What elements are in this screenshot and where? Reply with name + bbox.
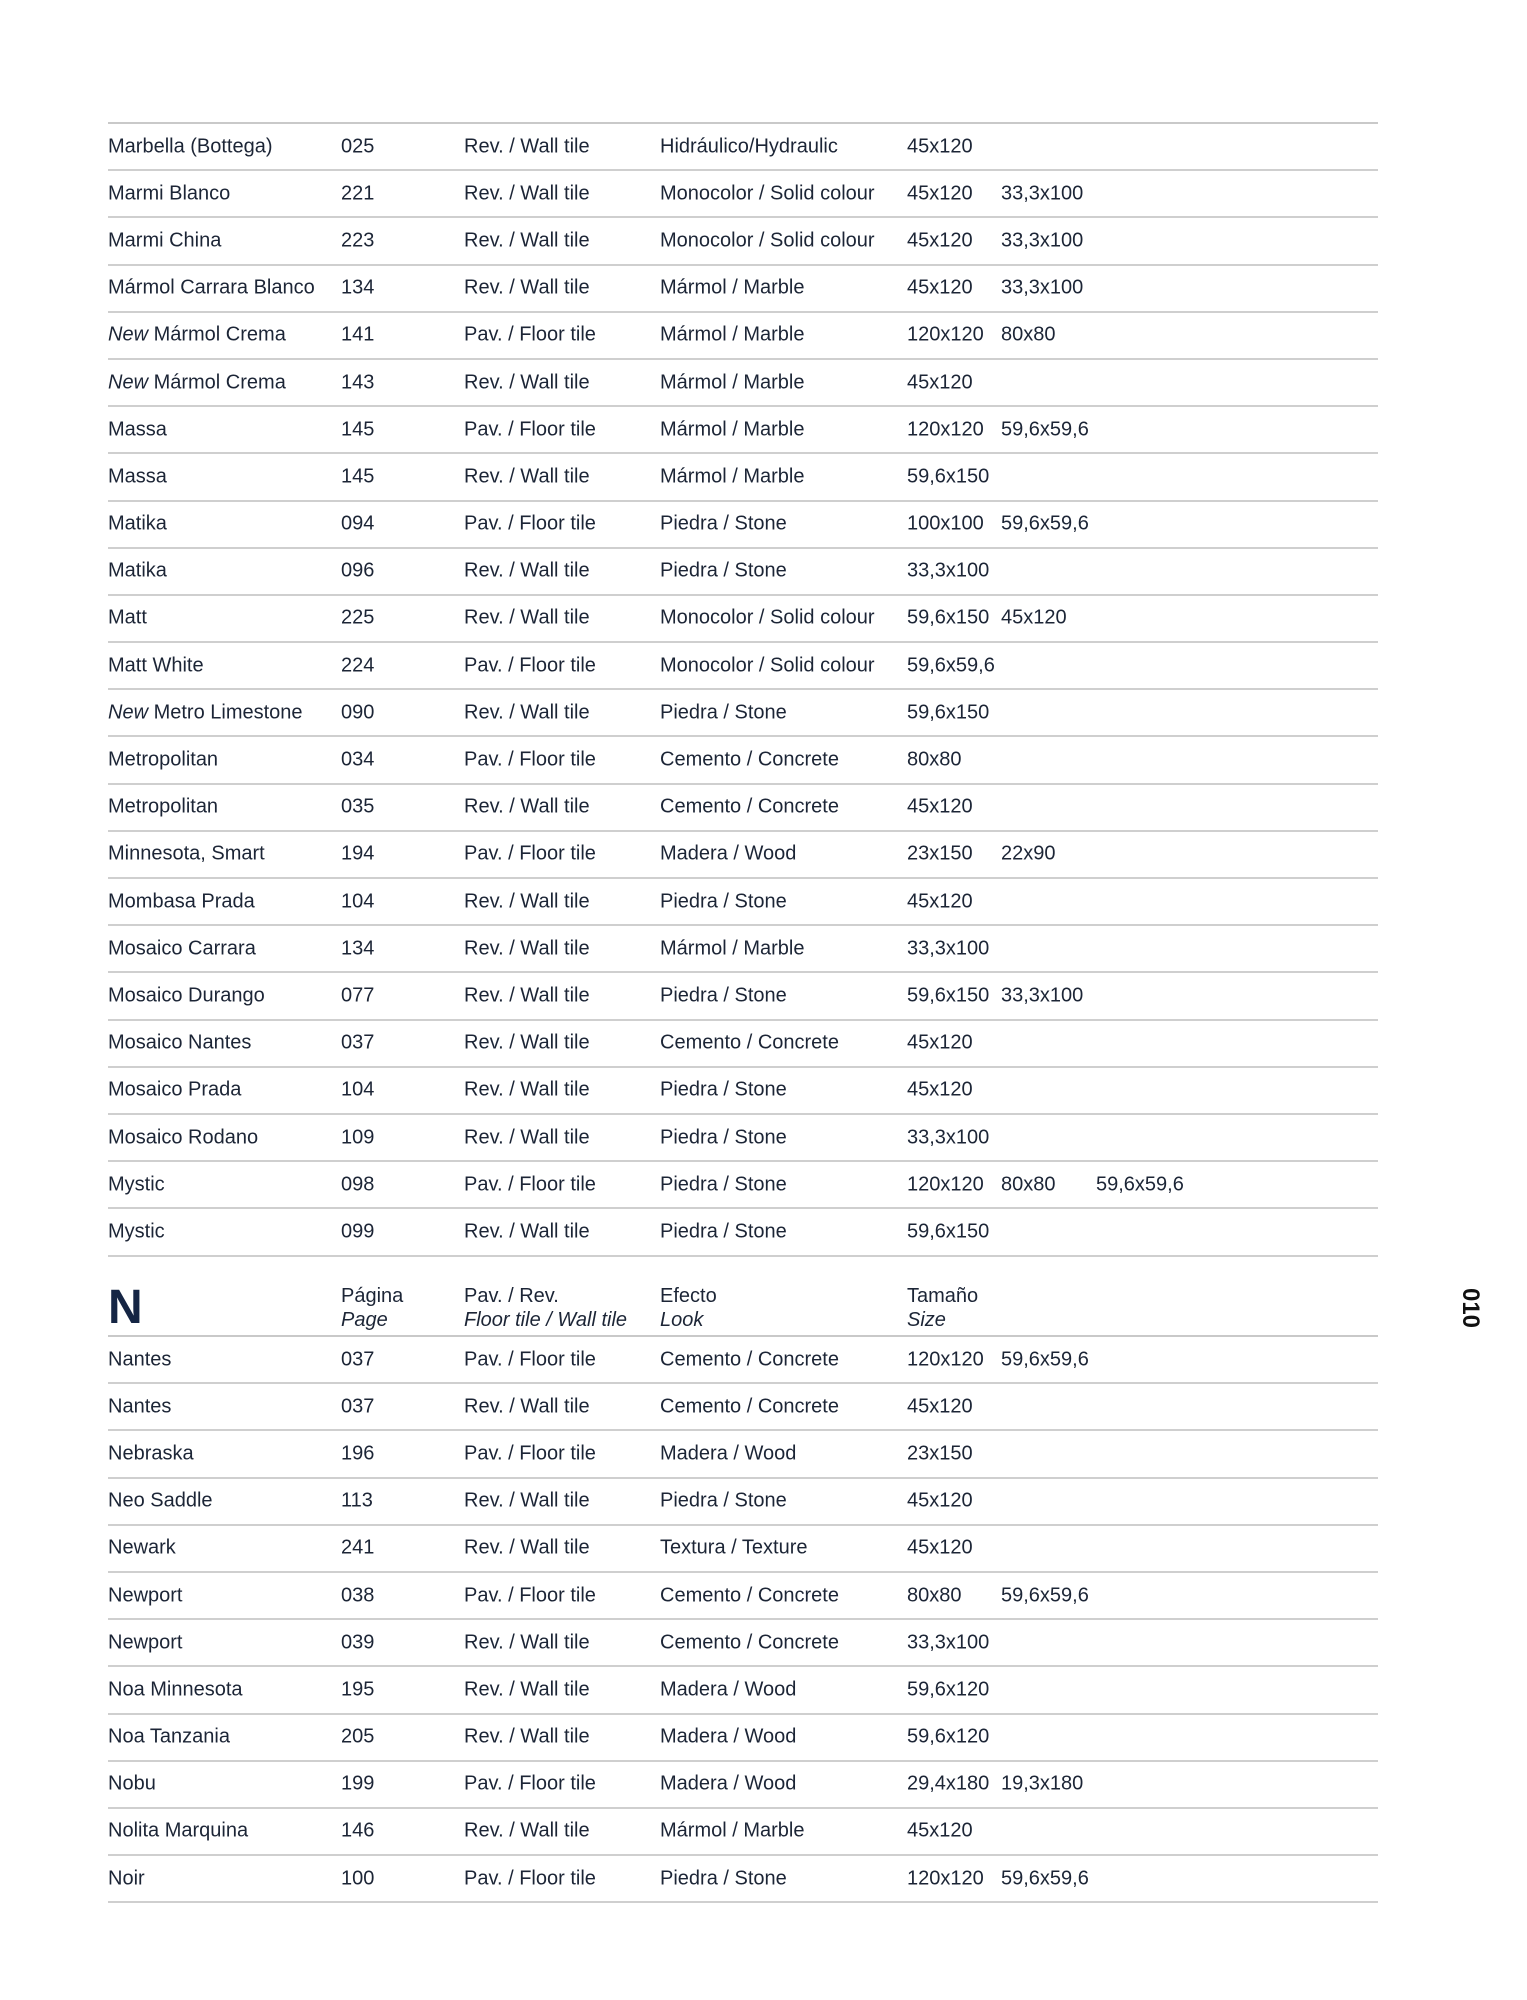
- look: Mármol / Marble: [660, 276, 805, 299]
- page-number-cell: 113: [341, 1489, 373, 1512]
- look: Mármol / Marble: [660, 323, 805, 346]
- size: 120x120: [907, 1348, 984, 1371]
- look: Cemento / Concrete: [660, 1631, 839, 1654]
- product-name-text: Mystic: [108, 1220, 165, 1243]
- product-name: [108, 135, 273, 158]
- page-number-cell: 196: [341, 1442, 375, 1465]
- tile-type: Rev. / Wall tile: [464, 1031, 590, 1054]
- product-name: [108, 1395, 171, 1418]
- product-name-text: Metropolitan: [108, 748, 219, 771]
- product-name-text: Noa Minnesota: [108, 1678, 243, 1701]
- tile-type: Pav. / Floor tile: [464, 1442, 596, 1465]
- product-name-text: Nolita Marquina: [108, 1819, 249, 1842]
- table-row: [108, 171, 1378, 218]
- size: 45x120: [907, 135, 973, 158]
- size: 120x120: [907, 323, 984, 346]
- header-size-en: Size: [907, 1309, 946, 1331]
- product-name-text: Nantes: [108, 1348, 172, 1371]
- table-row: [108, 832, 1378, 879]
- new-label: New: [108, 701, 149, 724]
- product-name: [108, 796, 218, 819]
- look: Piedra / Stone: [660, 559, 787, 582]
- page-number-cell: 035: [341, 795, 375, 818]
- product-name: [108, 1678, 243, 1701]
- product-name: [108, 1631, 182, 1654]
- product-name: [108, 324, 286, 347]
- table-row: [108, 596, 1378, 643]
- size: 45x120: [907, 1819, 973, 1842]
- size: 59,6x150: [907, 1220, 990, 1243]
- product-name-text: Noa Tanzania: [108, 1725, 230, 1748]
- size: 33,3x100: [1001, 984, 1084, 1007]
- product-name-text: Nobu: [108, 1772, 156, 1795]
- table-row: [108, 549, 1378, 596]
- header-page-en: Page: [341, 1309, 388, 1331]
- product-name: [108, 984, 265, 1007]
- look: Cemento / Concrete: [660, 1584, 839, 1607]
- look: Piedra / Stone: [660, 1489, 787, 1512]
- page-number: 010: [1457, 1287, 1485, 1329]
- look: Monocolor / Solid colour: [660, 229, 875, 252]
- size: 23x150: [907, 842, 973, 865]
- product-name: [108, 607, 147, 630]
- new-label: New: [108, 371, 149, 394]
- page-number-cell: 146: [341, 1819, 375, 1842]
- look: Hidráulico/Hydraulic: [660, 135, 838, 158]
- look: Piedra / Stone: [660, 890, 787, 913]
- tile-type: Pav. / Floor tile: [464, 1348, 596, 1371]
- product-name: [108, 1537, 176, 1560]
- tile-type: Rev. / Wall tile: [464, 1536, 590, 1559]
- page-number-cell: 143: [341, 371, 375, 394]
- product-name-text: Noir: [108, 1867, 145, 1890]
- look: Monocolor / Solid colour: [660, 606, 875, 629]
- table-row: [108, 1021, 1378, 1068]
- page-number-cell: 094: [341, 512, 375, 535]
- table-row: [108, 1337, 1378, 1384]
- tile-type: Rev. / Wall tile: [464, 1725, 590, 1748]
- header-look-en: Look: [660, 1309, 704, 1331]
- product-name-text: Marmi Blanco: [108, 182, 231, 205]
- tile-type: Rev. / Wall tile: [464, 1078, 590, 1101]
- tile-type: Pav. / Floor tile: [464, 512, 596, 535]
- size: 80x80: [907, 748, 962, 771]
- tile-type: Rev. / Wall tile: [464, 559, 590, 582]
- look: Cemento / Concrete: [660, 795, 839, 818]
- header-page: [341, 1284, 403, 1332]
- page-number-cell: 199: [341, 1772, 375, 1795]
- product-table-n: [108, 1337, 1378, 1903]
- product-name: [108, 1490, 213, 1513]
- table-row: [108, 1431, 1378, 1478]
- table-row: [108, 407, 1378, 454]
- product-name: [108, 1079, 241, 1102]
- product-name: [108, 1584, 182, 1607]
- header-look: [660, 1284, 717, 1332]
- table-row: [108, 1620, 1378, 1667]
- table-row: [108, 1162, 1378, 1209]
- table-row: [108, 1526, 1378, 1573]
- size: 19,3x180: [1001, 1772, 1084, 1795]
- tile-type: Pav. / Floor tile: [464, 748, 596, 771]
- product-name: [108, 1442, 194, 1465]
- product-name-text: Mystic: [108, 1173, 165, 1196]
- product-name: [108, 465, 167, 488]
- page-number-cell: 104: [341, 1078, 375, 1101]
- tile-type: Rev. / Wall tile: [464, 371, 590, 394]
- table-row: [108, 1479, 1378, 1526]
- product-name-text: Mosaico Carrara: [108, 937, 256, 960]
- product-name: [108, 513, 167, 536]
- tile-type: Rev. / Wall tile: [464, 182, 590, 205]
- product-name: [108, 1126, 258, 1149]
- look: Piedra / Stone: [660, 1173, 787, 1196]
- tile-type: Rev. / Wall tile: [464, 1126, 590, 1149]
- page-number-cell: 241: [341, 1536, 375, 1559]
- tile-type: Rev. / Wall tile: [464, 890, 590, 913]
- size: 45x120: [907, 371, 973, 394]
- section-n-header: [108, 1268, 1378, 1337]
- product-table-m: [108, 122, 1378, 1257]
- product-name-text: Newport: [108, 1631, 183, 1654]
- tile-type: Pav. / Floor tile: [464, 1584, 596, 1607]
- table-row: [108, 218, 1378, 265]
- size: 59,6x150: [907, 984, 990, 1007]
- product-name: [108, 937, 256, 960]
- size: 33,3x100: [1001, 182, 1084, 205]
- product-name: [108, 843, 265, 866]
- tile-type: Pav. / Floor tile: [464, 1867, 596, 1890]
- look: Mármol / Marble: [660, 937, 805, 960]
- size: 120x120: [907, 1173, 984, 1196]
- page-number-cell: 221: [341, 182, 375, 205]
- table-row: [108, 1573, 1378, 1620]
- product-name-text: Mosaico Durango: [108, 984, 265, 1007]
- tile-type: Rev. / Wall tile: [464, 276, 590, 299]
- tile-type: Rev. / Wall tile: [464, 229, 590, 252]
- product-name-text: Mombasa Prada: [108, 890, 255, 913]
- product-name: [108, 1173, 165, 1196]
- size: 33,3x100: [907, 1631, 990, 1654]
- page-number-cell: 109: [341, 1126, 375, 1149]
- page-number-cell: 034: [341, 748, 375, 771]
- product-name: [108, 1726, 230, 1749]
- look: Mármol / Marble: [660, 418, 805, 441]
- product-name: [108, 560, 167, 583]
- table-row: [108, 360, 1378, 407]
- tile-type: Rev. / Wall tile: [464, 1678, 590, 1701]
- size: 59,6x59,6: [1001, 512, 1089, 535]
- size: 59,6x59,6: [1001, 418, 1089, 441]
- product-name: [108, 890, 255, 913]
- product-name: [108, 1773, 156, 1796]
- page-number-cell: 104: [341, 890, 375, 913]
- table-row: [108, 1809, 1378, 1856]
- page-number-cell: 145: [341, 418, 375, 441]
- size: 45x120: [907, 1489, 973, 1512]
- table-row: [108, 502, 1378, 549]
- page-number-cell: 224: [341, 654, 375, 677]
- look: Monocolor / Solid colour: [660, 654, 875, 677]
- tile-type: Pav. / Floor tile: [464, 418, 596, 441]
- size: 45x120: [907, 229, 973, 252]
- tile-type: Pav. / Floor tile: [464, 1772, 596, 1795]
- size: 59,6x59,6: [1096, 1173, 1184, 1196]
- tile-type: Pav. / Floor tile: [464, 654, 596, 677]
- table-row: [108, 926, 1378, 973]
- size: 33,3x100: [1001, 276, 1084, 299]
- table-row: [108, 454, 1378, 501]
- product-name: [108, 1867, 145, 1890]
- look: Monocolor / Solid colour: [660, 182, 875, 205]
- tile-type: Pav. / Floor tile: [464, 1173, 596, 1196]
- table-row: [108, 643, 1378, 690]
- look: Piedra / Stone: [660, 1220, 787, 1243]
- page-number-cell: 039: [341, 1631, 375, 1654]
- look: Piedra / Stone: [660, 984, 787, 1007]
- page-number-cell: 077: [341, 984, 375, 1007]
- new-label: New: [108, 323, 149, 346]
- table-row: [108, 1667, 1378, 1714]
- size: 59,6x59,6: [907, 654, 995, 677]
- table-row: [108, 1209, 1378, 1256]
- product-name-text: Matt: [108, 606, 147, 629]
- page-number-cell: 195: [341, 1678, 375, 1701]
- look: Mármol / Marble: [660, 1819, 805, 1842]
- table-row: [108, 266, 1378, 313]
- tile-type: Rev. / Wall tile: [464, 937, 590, 960]
- look: Textura / Texture: [660, 1536, 808, 1559]
- product-name-text: Mosaico Rodano: [108, 1126, 259, 1149]
- product-name-text: Mosaico Nantes: [108, 1031, 252, 1054]
- product-name-text: Marbella (Bottega): [108, 135, 273, 158]
- product-name-text: Massa: [108, 418, 167, 441]
- product-name-text: Mármol Crema: [153, 323, 286, 346]
- product-name-text: Matt White: [108, 654, 204, 677]
- header-type: [464, 1284, 627, 1332]
- header-page-es: Página: [341, 1285, 404, 1307]
- size: 33,3x100: [1001, 229, 1084, 252]
- size: 120x120: [907, 418, 984, 441]
- tile-type: Rev. / Wall tile: [464, 135, 590, 158]
- size: 45x120: [907, 890, 973, 913]
- header-size-es: Tamaño: [907, 1285, 979, 1307]
- size: 22x90: [1001, 842, 1056, 865]
- size: 45x120: [907, 182, 973, 205]
- tile-type: Rev. / Wall tile: [464, 606, 590, 629]
- page-number-cell: 096: [341, 559, 375, 582]
- page-number-cell: 141: [341, 323, 375, 346]
- product-name-text: Mosaico Prada: [108, 1078, 242, 1101]
- tile-type: Pav. / Floor tile: [464, 842, 596, 865]
- product-name-text: Matika: [108, 559, 167, 582]
- tile-type: Rev. / Wall tile: [464, 1489, 590, 1512]
- table-row: [108, 313, 1378, 360]
- product-name: [108, 749, 218, 772]
- tile-type: Rev. / Wall tile: [464, 1395, 590, 1418]
- table-row: [108, 1068, 1378, 1115]
- size: 33,3x100: [907, 937, 990, 960]
- table-row: [108, 124, 1378, 171]
- page-number-cell: 194: [341, 842, 375, 865]
- size: 45x120: [907, 795, 973, 818]
- look: Madera / Wood: [660, 1725, 797, 1748]
- size: 80x80: [1001, 1173, 1056, 1196]
- product-name: [108, 1032, 251, 1055]
- page-number-cell: 099: [341, 1220, 375, 1243]
- table-row: [108, 879, 1378, 926]
- product-name-text: Metro Limestone: [153, 701, 303, 724]
- product-name: [108, 1348, 171, 1371]
- product-name-text: Nebraska: [108, 1442, 194, 1465]
- product-name: [108, 418, 167, 441]
- size: 59,6x59,6: [1001, 1867, 1089, 1890]
- table-row: [108, 1762, 1378, 1809]
- size: 45x120: [907, 276, 973, 299]
- page-number-cell: 098: [341, 1173, 375, 1196]
- size: 45x120: [907, 1395, 973, 1418]
- size: 59,6x59,6: [1001, 1348, 1089, 1371]
- size: 59,6x150: [907, 606, 990, 629]
- product-name-text: Marmi China: [108, 229, 222, 252]
- look: Madera / Wood: [660, 1442, 797, 1465]
- page-number-cell: 037: [341, 1031, 375, 1054]
- tile-type: Rev. / Wall tile: [464, 795, 590, 818]
- table-row: [108, 737, 1378, 784]
- table-row: [108, 1115, 1378, 1162]
- look: Cemento / Concrete: [660, 1395, 839, 1418]
- page-number-cell: 225: [341, 606, 375, 629]
- tile-type: Rev. / Wall tile: [464, 1220, 590, 1243]
- product-name-text: Metropolitan: [108, 795, 219, 818]
- size: 59,6x150: [907, 465, 990, 488]
- tile-type: Rev. / Wall tile: [464, 701, 590, 724]
- product-name-text: Mármol Carrara Blanco: [108, 276, 315, 299]
- size: 33,3x100: [907, 559, 990, 582]
- product-name: [108, 371, 286, 394]
- product-name: [108, 182, 230, 205]
- page-number-cell: 090: [341, 701, 375, 724]
- product-name-text: Newark: [108, 1536, 176, 1559]
- look: Cemento / Concrete: [660, 1031, 839, 1054]
- page-number-cell: 037: [341, 1395, 375, 1418]
- page-number-cell: 205: [341, 1725, 375, 1748]
- size: 45x120: [907, 1078, 973, 1101]
- table-row: [108, 1384, 1378, 1431]
- size: 80x80: [907, 1584, 962, 1607]
- section-letter: N: [108, 1281, 143, 1334]
- page-number-cell: 134: [341, 937, 375, 960]
- look: Mármol / Marble: [660, 465, 805, 488]
- page-number-cell: 038: [341, 1584, 375, 1607]
- look: Piedra / Stone: [660, 1078, 787, 1101]
- tile-type: Rev. / Wall tile: [464, 1631, 590, 1654]
- product-name-text: Newport: [108, 1584, 183, 1607]
- page-number-cell: 134: [341, 276, 375, 299]
- product-name-text: Massa: [108, 465, 167, 488]
- size: 59,6x120: [907, 1678, 990, 1701]
- size: 59,6x150: [907, 701, 990, 724]
- tile-type: Rev. / Wall tile: [464, 1819, 590, 1842]
- product-name-text: Minnesota, Smart: [108, 842, 265, 865]
- page-number-cell: 145: [341, 465, 375, 488]
- product-name: [108, 654, 204, 677]
- look: Piedra / Stone: [660, 701, 787, 724]
- table-row: [108, 690, 1378, 737]
- tile-type: Rev. / Wall tile: [464, 984, 590, 1007]
- product-name-text: Mármol Crema: [153, 371, 286, 394]
- table-row: [108, 973, 1378, 1020]
- header-type-en: Floor tile / Wall tile: [464, 1309, 628, 1331]
- table-row: [108, 785, 1378, 832]
- page-number-cell: 025: [341, 135, 375, 158]
- size: 23x150: [907, 1442, 973, 1465]
- page-number-cell: 037: [341, 1348, 375, 1371]
- size: 33,3x100: [907, 1126, 990, 1149]
- product-name: [108, 1820, 248, 1843]
- tile-type: Pav. / Floor tile: [464, 323, 596, 346]
- look: Piedra / Stone: [660, 512, 787, 535]
- header-look-es: Efecto: [660, 1285, 717, 1307]
- tile-type: Rev. / Wall tile: [464, 465, 590, 488]
- size: 59,6x59,6: [1001, 1584, 1089, 1607]
- table-row: [108, 1715, 1378, 1762]
- look: Madera / Wood: [660, 1772, 797, 1795]
- size: 80x80: [1001, 323, 1056, 346]
- header-type-es: Pav. / Rev.: [464, 1285, 559, 1307]
- size: 45x120: [907, 1031, 973, 1054]
- product-name: [108, 229, 221, 252]
- size: 59,6x120: [907, 1725, 990, 1748]
- page-number-cell: 100: [341, 1867, 375, 1890]
- size: 100x100: [907, 512, 984, 535]
- look: Cemento / Concrete: [660, 1348, 839, 1371]
- size: 120x120: [907, 1867, 984, 1890]
- look: Piedra / Stone: [660, 1867, 787, 1890]
- look: Madera / Wood: [660, 1678, 797, 1701]
- header-size: [907, 1284, 978, 1332]
- product-name-text: Neo Saddle: [108, 1489, 213, 1512]
- product-name: [108, 277, 315, 300]
- size: 29,4x180: [907, 1772, 990, 1795]
- product-name: [108, 701, 303, 724]
- table-row: [108, 1856, 1378, 1903]
- product-name: [108, 1220, 165, 1243]
- look: Mármol / Marble: [660, 371, 805, 394]
- size: 45x120: [907, 1536, 973, 1559]
- size: 45x120: [1001, 606, 1067, 629]
- product-name-text: Nantes: [108, 1395, 172, 1418]
- look: Cemento / Concrete: [660, 748, 839, 771]
- product-name-text: Matika: [108, 512, 167, 535]
- page-number-cell: 223: [341, 229, 375, 252]
- look: Piedra / Stone: [660, 1126, 787, 1149]
- look: Madera / Wood: [660, 842, 797, 865]
